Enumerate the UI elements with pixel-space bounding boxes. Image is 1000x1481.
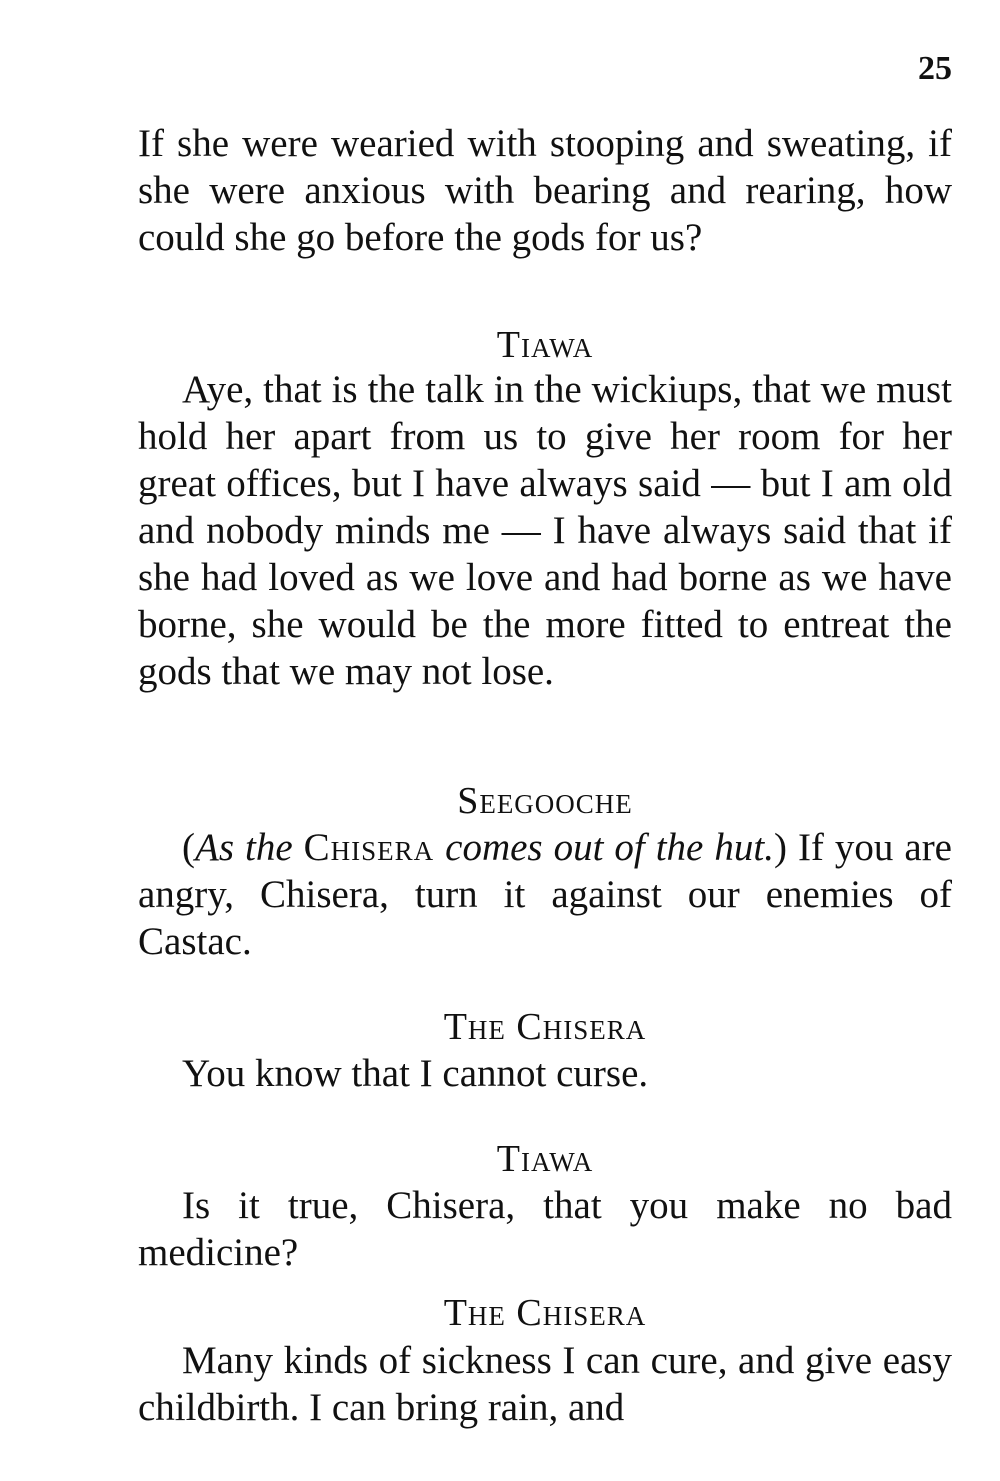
speech-chisera-1: You know that I cannot curse.: [182, 1052, 649, 1095]
stage-direction-close: ): [773, 826, 787, 869]
speech-seegooche: [138, 824, 952, 965]
stage-direction-open: (: [182, 826, 195, 869]
speaker-seegooche: Seegooche: [457, 780, 633, 822]
stage-direction-name: Chisera: [303, 826, 435, 869]
speaker-the-chisera-2: The Chisera: [443, 1292, 647, 1334]
paragraph-continuation: If she were wearied with stooping and sweating, if she were anxious with bearing and rearing, how could she go before the gods for us?: [138, 122, 952, 259]
speech-tiawa-1: Aye, that is the talk in the wickiups, that we must hold her apart from us to give her room for her great offices, but I have always said — but I am old and nobody minds me — I have always said that if she had loved as we love and had borne as we have borne, she would be the more fitted to entreat the gods that we may not lose.: [138, 368, 952, 693]
speaker-the-chisera: The Chisera: [443, 1006, 647, 1048]
speech-tiawa-2: Is it true, Chisera, that you make no bad medicine?: [138, 1184, 952, 1274]
speech-chisera-2: Many kinds of sickness I can cure, and give easy childbirth. I can bring rain, and: [138, 1339, 952, 1429]
stage-direction-part1: As the: [195, 826, 293, 869]
stage-direction-part2: comes out of the hut.: [445, 826, 774, 869]
speaker-tiawa-2: Tiawa: [496, 1138, 594, 1180]
page-number: 25: [918, 50, 952, 87]
speaker-tiawa: Tiawa: [496, 324, 594, 366]
speech-seegooche-text: If you are angry, Chisera, turn it against our enemies of Castac.: [138, 826, 952, 963]
